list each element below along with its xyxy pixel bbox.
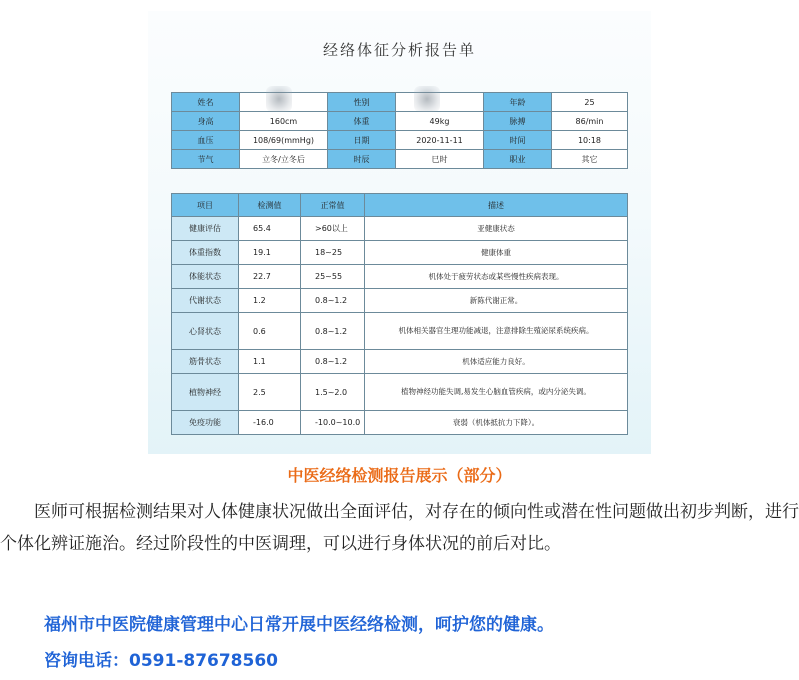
measured-value: 1.1 [239,350,301,374]
info-value: 25 [552,93,628,112]
info-value: 160cm [240,112,328,131]
item-name: 植物神经 [172,374,239,411]
table-row [172,265,628,289]
info-value: 2020-11-11 [396,131,484,150]
normal-range: >60以上 [301,217,365,241]
item-description: 机体相关器官生理功能减退，注意排除生殖泌尿系统疾病。 [365,313,628,350]
normal-range: 1.5~2.0 [301,374,365,411]
info-row [172,150,628,169]
table-row [172,411,628,435]
item-name: 免疫功能 [172,411,239,435]
body-paragraph: 医师可根据检测结果对人体健康状况做出全面评估，对存在的倾向性或潜在性问题做出初步判断，进行个体化辨证施治。经过阶段性的中医调理，可以进行身体状况的前后对比。 [0,502,799,554]
normal-range: -10.0~10.0 [301,411,365,435]
normal-range: 0.8~1.2 [301,350,365,374]
info-label: 体重 [328,112,396,131]
info-value: 立冬/立冬后 [240,150,328,169]
info-row [172,93,628,112]
info-label: 时辰 [328,150,396,169]
info-label: 时间 [484,131,552,150]
table-row [172,217,628,241]
measured-value: 2.5 [239,374,301,411]
table-row [172,350,628,374]
table-row [172,313,628,350]
promo-text: 福州市中医院健康管理中心日常开展中医经络检测，呵护您的健康。 [44,615,554,635]
measured-value: 22.7 [239,265,301,289]
report-title: 经络体征分析报告单 [322,41,476,59]
item-description: 植物神经功能失调,易发生心脑血管疾病，或内分泌失调。 [365,374,628,411]
item-description: 健康体重 [365,241,628,265]
info-value: 巳时 [396,150,484,169]
image-caption: 中医经络检测报告展示（部分） [287,466,512,485]
item-name: 健康评估 [172,217,239,241]
measured-value: 0.6 [239,313,301,350]
measured-value: -16.0 [239,411,301,435]
info-label: 节气 [172,150,240,169]
normal-range: 18~25 [301,241,365,265]
info-label: 年龄 [484,93,552,112]
table-row [172,374,628,411]
item-description: 新陈代谢正常。 [365,289,628,313]
info-label: 脉搏 [484,112,552,131]
item-description: 机体适应能力良好。 [365,350,628,374]
info-label: 血压 [172,131,240,150]
detail-table [171,193,628,435]
info-value: 49kg [396,112,484,131]
info-label: 职业 [484,150,552,169]
item-description: 亚健康状态 [365,217,628,241]
report-image [148,11,651,454]
info-label: 性别 [328,93,396,112]
item-description: 衰弱（机体抵抗力下降）。 [365,411,628,435]
info-row [172,131,628,150]
info-label: 日期 [328,131,396,150]
column-header: 检测值 [239,194,301,217]
info-value: 10:18 [552,131,628,150]
info-table [171,92,628,169]
item-name: 体重指数 [172,241,239,265]
measured-value: 19.1 [239,241,301,265]
item-name: 代谢状态 [172,289,239,313]
blurred-gender-mark [414,86,440,112]
item-description: 机体处于疲劳状态或某些慢性疾病表现。 [365,265,628,289]
item-name: 筋骨状态 [172,350,239,374]
blurred-name-mark [266,86,292,112]
column-header: 描述 [365,194,628,217]
info-value: 108/69(mmHg) [240,131,328,150]
info-label: 身高 [172,112,240,131]
measured-value: 1.2 [239,289,301,313]
normal-range: 0.8~1.2 [301,313,365,350]
item-name: 心肾状态 [172,313,239,350]
measured-value: 65.4 [239,217,301,241]
normal-range: 0.8~1.2 [301,289,365,313]
table-row [172,289,628,313]
detail-header-row [172,194,628,217]
column-header: 项目 [172,194,239,217]
info-label: 姓名 [172,93,240,112]
column-header: 正常值 [301,194,365,217]
item-name: 体能状态 [172,265,239,289]
info-row [172,112,628,131]
info-value: 其它 [552,150,628,169]
table-row [172,241,628,265]
contact-phone: 咨询电话：0591-87678560 [44,651,278,671]
info-value: 86/min [552,112,628,131]
normal-range: 25~55 [301,265,365,289]
